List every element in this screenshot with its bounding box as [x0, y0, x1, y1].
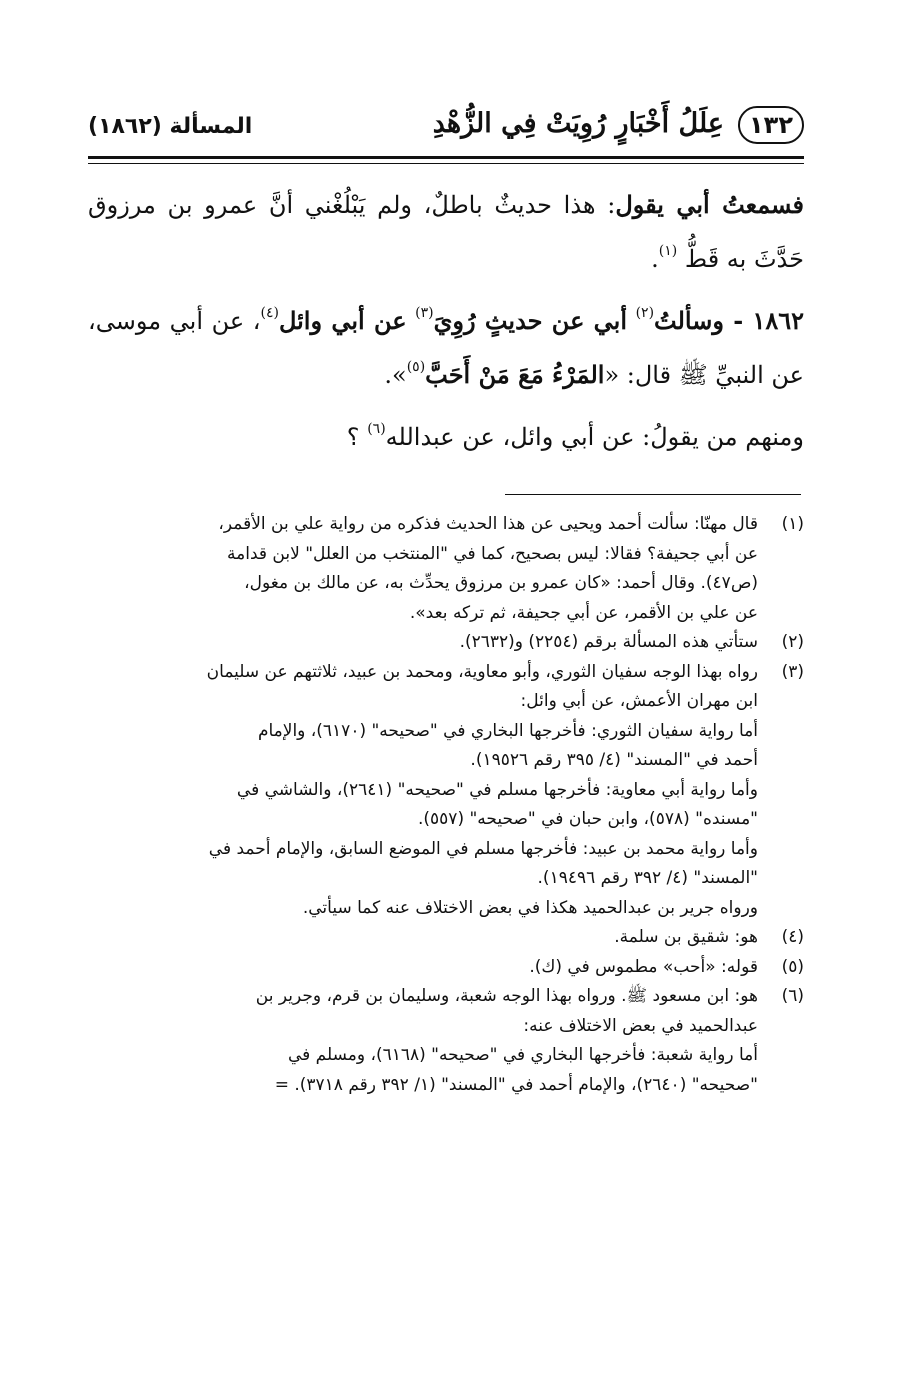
footnote-line: "المسند" (٤/ ٣٩٢ رقم ١٩٤٩٦). [537, 868, 758, 888]
hadith-quote: المَرْءُ مَعَ مَنْ أَحَبَّ [425, 360, 605, 389]
footnote-number: (١) [781, 514, 804, 534]
footnote-text [88, 953, 758, 983]
footnote-number: (٦) [781, 986, 804, 1006]
book-title: عِلَلُ أَخْبَارٍ رُوِيَتْ فِي الزُّهْدِ [432, 108, 724, 139]
footnote-line: أحمد في "المسند" (٤/ ٣٩٥ رقم ١٩٥٢٦). [470, 750, 758, 770]
page-header [88, 100, 804, 150]
footnotes [88, 510, 804, 1100]
footnote [88, 628, 804, 658]
footnote-text [88, 510, 758, 628]
page-number: ١٣٢ [738, 106, 804, 144]
paragraph-text: : هذا حديثٌ باطلٌ، ولم يَبْلُغْني أنَّ عمرو بن مرزوق حَدَّثَ به قَطُّ [88, 191, 804, 273]
footnote-line: أما رواية شعبة: فأخرجها البخاري في "صحيحه" (٦١٦٨)، ومسلم في [287, 1045, 758, 1065]
header-rule-thin [88, 163, 804, 164]
paragraph-2: ١٨٦٢ - وسألتُ$^{(٢)}$ أبي عن حديثٍ رُوِيَ$^{(٣)}$ عن أبي وائل$^{(٤)}$، عن أبي موسى، عن النبيِّ ﷺ قال: «المَرْءُ مَعَ مَنْ أَحَبَّ$^{(٥)}$». [88, 305, 805, 389]
footnote-line: وأما رواية محمد بن عبيد: فأخرجها مسلم في الموضع السابق، والإمام أحمد في [208, 838, 758, 859]
footnote-line: رواه بهذا الوجه سفيان الثوري، وأبو معاوية، ومحمد بن عبيد، ثلاثتهم عن سليمان [206, 661, 758, 682]
paragraph-1: فسمعتُ أبي يقول: هذا حديثٌ باطلٌ، ولم يَبْلُغْني أنَّ عمرو بن مرزوق حَدَّثَ به قَطُّ $^{(١)}$. [88, 190, 804, 273]
footnote-number: (٥) [781, 956, 804, 977]
footnote-ref-3: (٣) [415, 305, 434, 321]
footnote-number: (٤) [781, 927, 804, 947]
footnote-line: قوله: «أحب» مطموس في (ك). [529, 956, 758, 977]
footnote-line: ابن مهران الأعمش، عن أبي وائل: [520, 691, 758, 711]
footnote-ref-6: (٦) [367, 421, 386, 437]
footnote-text [88, 658, 758, 924]
footnote-text [88, 923, 758, 953]
issue-label: المسألة (١٨٦٢) [88, 114, 253, 139]
footnote-line: هو: شقيق بن سلمة. [614, 927, 758, 947]
footnote-text [88, 628, 758, 658]
footnote-line: عن أبي جحيفة؟ فقالا: ليس بصحيح، كما في "المنتخب من العلل" لابن قدامة [227, 543, 758, 564]
footnote-text [88, 982, 758, 1100]
footnote [88, 658, 804, 924]
footnote-line: ستأتي هذه المسألة برقم (٢٢٥٤) و(٢٦٣٢). [459, 632, 758, 652]
header-rule-thick [88, 156, 804, 159]
footnote-line: عن علي بن الأقمر، عن أبي جحيفة، ثم تركه بعد». [409, 602, 758, 623]
footnote-line: (ص٤٧). وقال أحمد: «كان عمرو بن مرزوق يحدِّث به، عن مالك بن مغول، [244, 573, 758, 593]
footnote-line: هو: ابن مسعود ﷺ. ورواه بهذا الوجه شعبة، وسليمان بن قرم، وجرير بن [255, 986, 758, 1006]
footnote-ref-4: (٤) [260, 305, 279, 321]
footnote-line: وأما رواية أبي معاوية: فأخرجها مسلم في "صحيحه" (٢٦٤١)، والشاشي في [236, 779, 758, 800]
issue-number: ١٨٦٢ - وسألتُ [654, 306, 805, 335]
paragraph-lead: فسمعتُ أبي يقول [615, 190, 804, 219]
footnote-line: قال مهنّا: سألت أحمد ويحيى عن هذا الحديث فذكره من رواية علي بن الأقمر، [218, 514, 758, 534]
footnote-line: "مسنده" (٥٧٨)، وابن حبان في "صحيحه" (٥٥٧). [417, 809, 758, 829]
main-text [88, 178, 804, 464]
footnote-ref-2: (٢) [635, 305, 655, 321]
footnote-number: (٣) [781, 661, 804, 682]
footnote-line: أما رواية سفيان الثوري: فأخرجها البخاري في "صحيحه" (٦١٧٠)، والإمام [257, 720, 758, 741]
footnote [88, 982, 804, 1100]
footnote-ref-1: (١) [658, 243, 678, 259]
paragraph-3: ومنهم من يقولُ: عن أبي وائل، عن عبدالله$^{(٦)}$ ؟ [346, 421, 804, 451]
footnote-line: عبدالحميد في بعض الاختلاف عنه: [523, 1015, 758, 1036]
footnote-line: ورواه جرير بن عبدالحميد هكذا في بعض الاختلاف عنه كما سيأتي. [302, 897, 758, 918]
footnote-ref-5: (٥) [406, 359, 426, 375]
footnote [88, 923, 804, 953]
footnote-line: "صحيحه" (٢٦٤٠)، والإمام أحمد في "المسند" (١/ ٣٩٢ رقم ٣٧١٨). = [274, 1074, 758, 1095]
footnote [88, 953, 804, 983]
footnote [88, 510, 804, 628]
footnote-number: (٢) [781, 632, 804, 652]
footnote-separator [505, 494, 801, 495]
